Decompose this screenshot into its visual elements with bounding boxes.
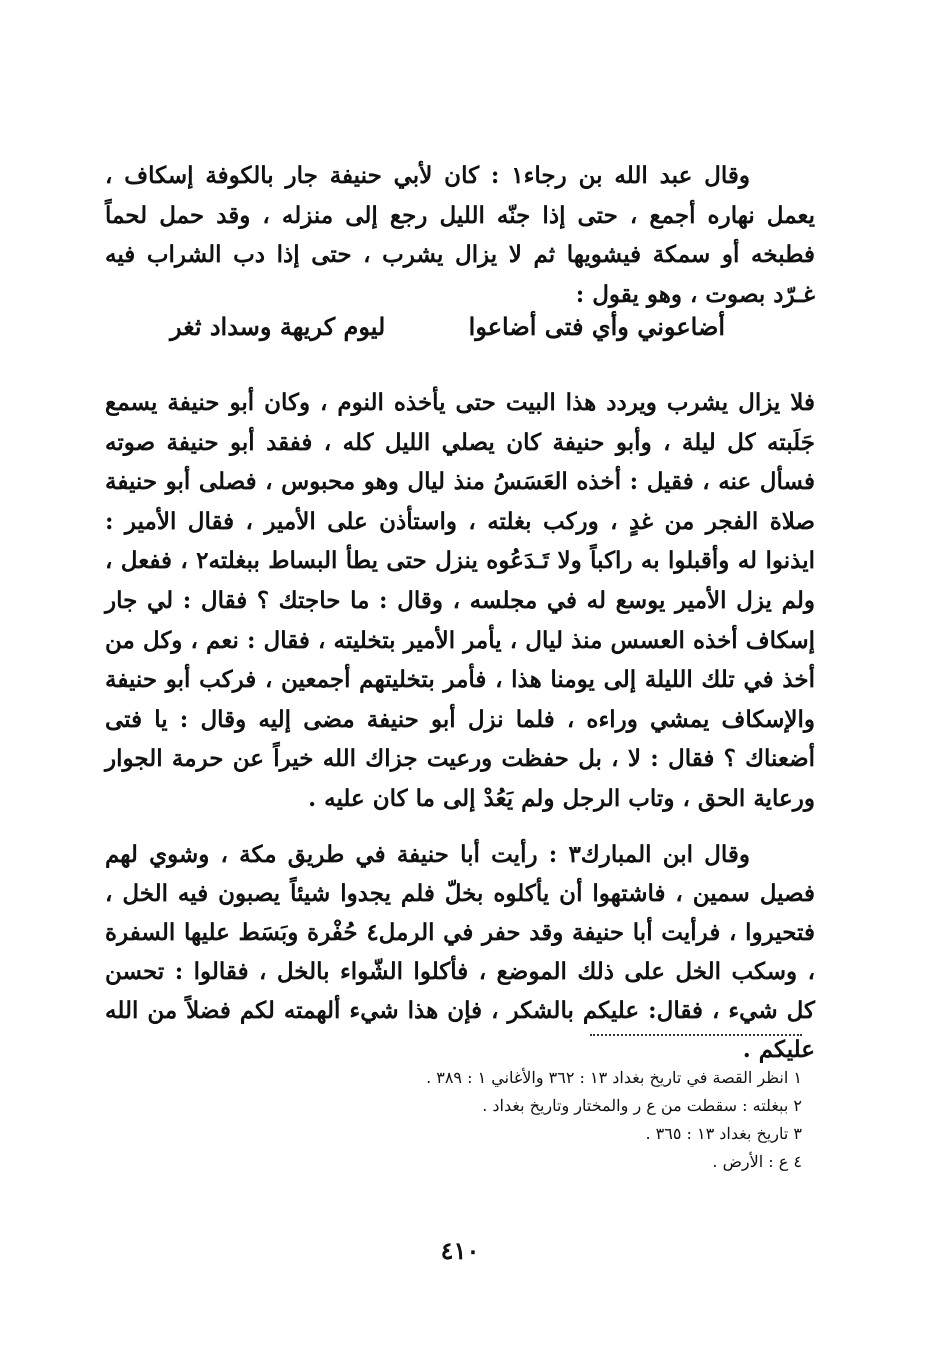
paragraph-abdullah-bin-raja: وقال عبد الله بن رجاء١ : كان لأبي حنيفة جار بالكوفة إسكاف ، يعمل نهاره أجمع ، حتى إذا جنّه الليل رجع إلى منزله ، وقد حمل لحماً فطبخه أو سمكة فيشويها ثم لا يزال يشرب ، حتى إذا دب الشراب فيه غـرّد بصوت ، وهو يقول :: [105, 162, 815, 308]
poem-verse: [170, 307, 725, 347]
footnote-4: ٤ ع : الأرض .: [712, 1152, 802, 1171]
footnote-separator: [590, 1034, 802, 1036]
paragraph-cobbler-story: فلا يزال يشرب ويردد هذا البيت حتى يأخذه النوم ، وكان أبو حنيفة يسمع جَلَبته كل ليلة ، وأبو حنيفة كان يصلي الليل كله ، ففقد أبو حنيفة صوته فسأل عنه ، فقيل : أخذه العَسَسُ منذ ليال وهو محبوس ، فصلى أبو حنيفة صلاة الفجر من غدٍ ، وركب بغلته ، واستأذن على الأمير ، فقال الأمير : ايذنوا له وأقبلوا به راكباً ولا تَـدَعُوه ينزل حتى يطأ البساط ببغلته٢ ، ففعل ، ولم يزل الأمير يوسع له في مجلسه ، وقال : ما حاجتك ؟ فقال : لي جار إسكاف أخذه العسس منذ ليال ، يأمر الأمير بتخليته ، فقال : نعم ، وكل من أخذ في تلك الليلة إلى يومنا هذا ، فأمر بتخليتهم أجمعين ، فركب أبو حنيفة والإسكاف يمشي وراءه ، فلما نزل أبو حنيفة مضى إليه وقال : يا فتى أضعناك ؟ فقال : لا ، بل حفظت ورعيت جزاك الله خيراً عن حرمة الجوار ورعاية الحق ، وتاب الرجل ولم يَعُدْ إلى ما كان عليه .: [105, 389, 815, 812]
footnote-1: ١ انظر القصة في تاريخ بغداد ١٣ : ٣٦٢ والأغاني ١ : ٣٨٩ .: [426, 1068, 802, 1087]
footnote-3: ٣ تاريخ بغداد ١٣ : ٣٦٥ .: [645, 1124, 802, 1143]
verse-first-hemistich: أضاعوني وأي فتى أضاعوا: [468, 312, 725, 341]
paragraph-ibn-al-mubarak: وقال ابن المبارك٣ : رأيت أبا حنيفة في طريق مكة ، وشوي لهم فصيل سمين ، فاشتهوا أن يأكلوه بخلّ فلم يجدوا شيئاً يصبون فيه الخل ، فتحيروا ، فرأيت أبا حنيفة وقد حفر في الرمل٤ حُفْرة وبَسَط عليها السفرة ، وسكب الخل على ذلك الموضع ، فأكلوا الشّواء بالخل ، فقالوا : تحسن كل شيء ، فقال: عليكم بالشكر ، فإن هذا شيء ألهمته لكم فضلاً من الله عليكم .: [105, 841, 815, 1063]
footnote-2: ٢ ببغلته : سقطت من ع ر والمختار وتاريخ بغداد .: [482, 1096, 802, 1115]
page-number: ٤١٠: [440, 1236, 480, 1265]
footnotes: [242, 1064, 802, 1176]
verse-second-hemistich: ليوم كريهة وسداد ثغر: [170, 312, 386, 341]
